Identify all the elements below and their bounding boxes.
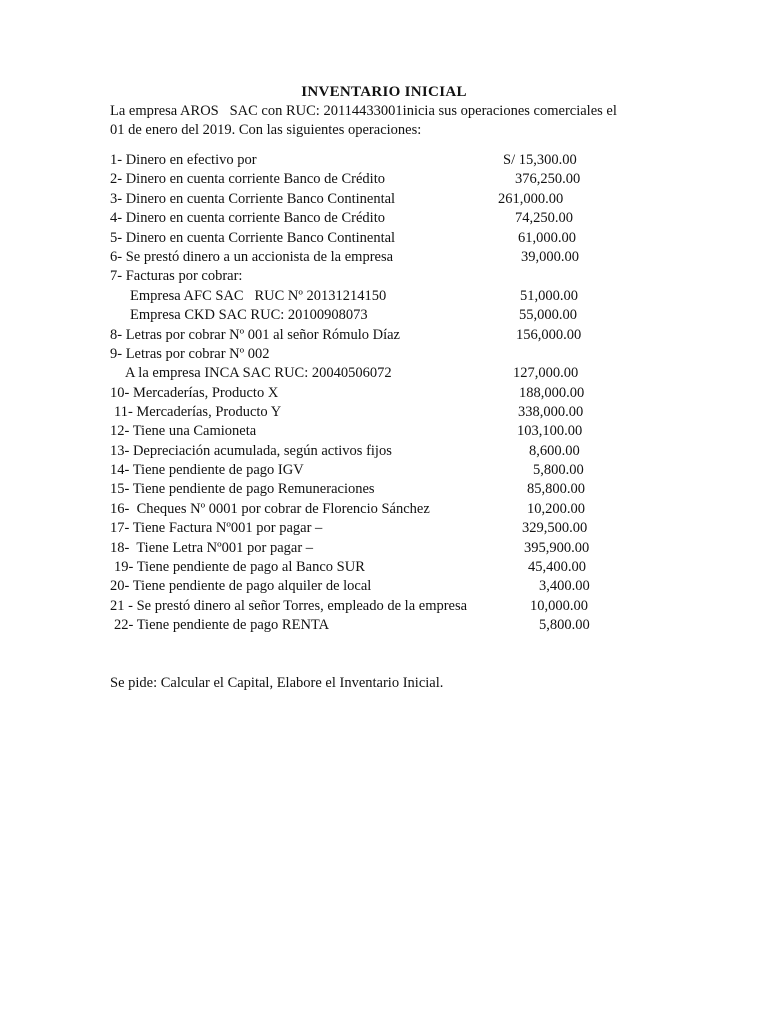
item-amount: 5,800.00 — [533, 462, 584, 478]
list-item — [0, 327, 768, 346]
list-item — [0, 404, 768, 423]
list-item — [0, 191, 768, 210]
item-amount: 45,400.00 — [528, 559, 586, 575]
item-amount: 395,900.00 — [524, 540, 590, 556]
item-label: 20- Tiene pendiente de pago alquiler de local — [110, 578, 372, 594]
item-amount: 329,500.00 — [522, 520, 588, 536]
item-amount: 51,000.00 — [520, 288, 578, 304]
item-label: 22- Tiene pendiente de pago RENTA — [114, 617, 330, 633]
list-item — [0, 559, 768, 578]
item-amount: 261,000.00 — [498, 191, 564, 207]
item-label: 11- Mercaderías, Producto Y — [114, 404, 282, 420]
item-label: 6- Se prestó dinero a un accionista de la empresa — [110, 249, 394, 265]
item-amount: 10,000.00 — [530, 598, 588, 614]
list-item — [0, 520, 768, 539]
list-item — [0, 385, 768, 404]
list-item — [0, 540, 768, 559]
item-amount: 85,800.00 — [527, 481, 585, 497]
item-label: 14- Tiene pendiente de pago IGV — [110, 462, 304, 478]
item-label: 17- Tiene Factura Nº001 por pagar – — [110, 520, 323, 536]
item-label: 18- Tiene Letra Nº001 por pagar – — [110, 540, 314, 556]
item-label: 5- Dinero en cuenta Corriente Banco Continental — [110, 230, 396, 246]
item-label: Empresa CKD SAC RUC: 20100908073 — [130, 307, 368, 323]
intro-line-2: 01 de enero del 2019. Con las siguientes operaciones: — [110, 122, 422, 138]
item-amount: 74,250.00 — [515, 210, 573, 226]
list-item — [0, 365, 768, 384]
list-item — [0, 268, 768, 287]
intro-line-1: La empresa AROS SAC con RUC: 20114433001inicia sus operaciones comerciales el — [110, 103, 617, 119]
list-item — [0, 288, 768, 307]
list-item — [0, 501, 768, 520]
item-amount: 103,100.00 — [517, 423, 583, 439]
item-label: 21 - Se prestó dinero al señor Torres, empleado de la empresa — [110, 598, 468, 614]
list-item — [0, 171, 768, 190]
list-item — [0, 617, 768, 636]
item-label: 10- Mercaderías, Producto X — [110, 385, 279, 401]
item-amount: 61,000.00 — [518, 230, 576, 246]
item-amount: S/ 15,300.00 — [503, 152, 577, 168]
list-item — [0, 481, 768, 500]
item-amount: 3,400.00 — [539, 578, 590, 594]
item-label: 7- Facturas por cobrar: — [110, 268, 243, 284]
item-label: 15- Tiene pendiente de pago Remuneraciones — [110, 481, 375, 497]
item-label: 12- Tiene una Camioneta — [110, 423, 257, 439]
item-amount: 127,000.00 — [513, 365, 579, 381]
list-item — [0, 230, 768, 249]
item-amount: 39,000.00 — [521, 249, 579, 265]
item-amount: 5,800.00 — [539, 617, 590, 633]
instructions-text: Se pide: Calcular el Capital, Elabore el Inventario Inicial. — [110, 675, 444, 691]
item-label: 2- Dinero en cuenta corriente Banco de Crédito — [110, 171, 385, 187]
item-label: 13- Depreciación acumulada, según activos fijos — [110, 443, 392, 459]
item-label: A la empresa INCA SAC RUC: 20040506072 — [125, 365, 392, 381]
item-amount: 55,000.00 — [519, 307, 577, 323]
list-item — [0, 598, 768, 617]
item-label: 1- Dinero en efectivo por — [110, 152, 257, 168]
item-amount: 188,000.00 — [519, 385, 585, 401]
list-item — [0, 210, 768, 229]
item-amount: 338,000.00 — [518, 404, 584, 420]
item-label: 19- Tiene pendiente de pago al Banco SUR — [114, 559, 365, 575]
list-item — [0, 346, 768, 365]
item-amount: 10,200.00 — [527, 501, 585, 517]
document-title: INVENTARIO INICIAL — [301, 84, 467, 100]
item-amount: 8,600.00 — [529, 443, 580, 459]
item-label: 9- Letras por cobrar Nº 002 — [110, 346, 270, 362]
item-amount: 376,250.00 — [515, 171, 581, 187]
item-amount: 156,000.00 — [516, 327, 582, 343]
list-item — [0, 423, 768, 442]
item-label: Empresa AFC SAC RUC Nº 20131214150 — [130, 288, 387, 304]
item-label: 16- Cheques Nº 0001 por cobrar de Florencio Sánchez — [110, 501, 430, 517]
list-item — [0, 249, 768, 268]
item-label: 4- Dinero en cuenta corriente Banco de Crédito — [110, 210, 385, 226]
list-item — [0, 307, 768, 326]
list-item — [0, 443, 768, 462]
list-item — [0, 152, 768, 171]
list-item — [0, 578, 768, 597]
list-item — [0, 462, 768, 481]
item-label: 3- Dinero en cuenta Corriente Banco Continental — [110, 191, 396, 207]
item-label: 8- Letras por cobrar Nº 001 al señor Rómulo Díaz — [110, 327, 400, 343]
